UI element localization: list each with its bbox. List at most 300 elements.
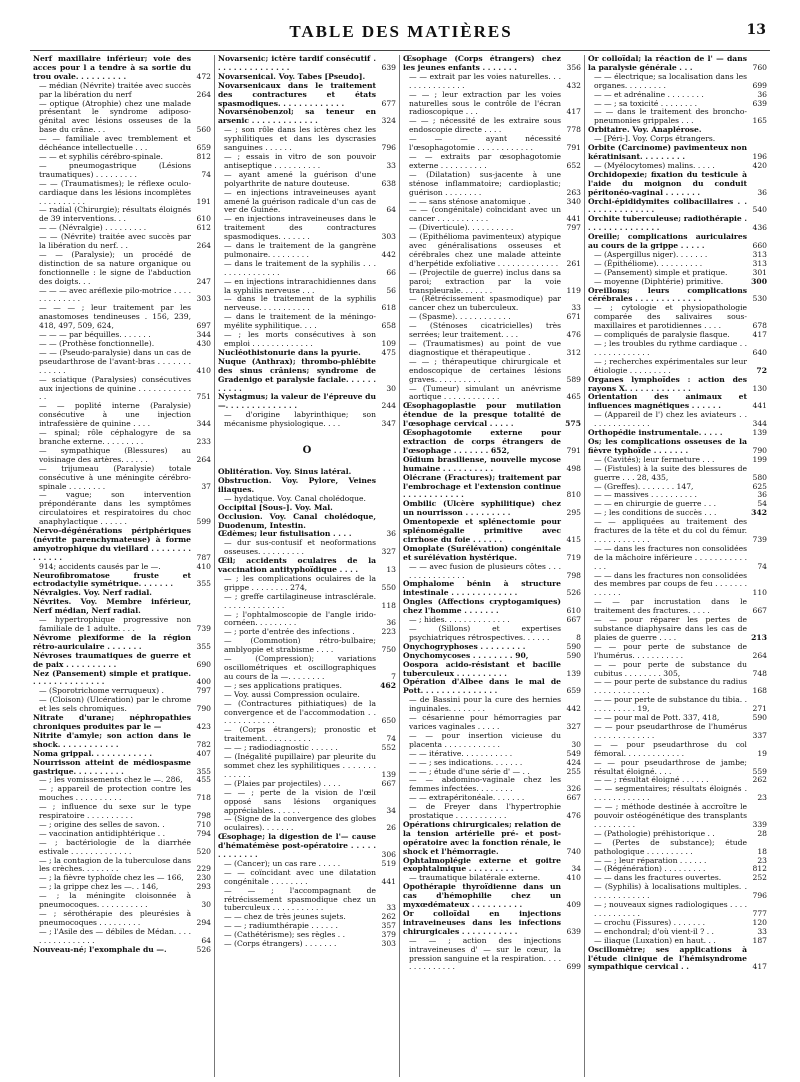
entry-page: 357 <box>381 921 396 931</box>
index-entry <box>218 700 396 727</box>
entry-page: 293 <box>196 882 211 892</box>
entry-text: Oscillomètre; ses applications à l'étude clinique de l'hémisyndrome sympathique cervical . . <box>588 944 747 972</box>
entry-page: 760 <box>752 62 767 72</box>
entry-text: — (Signe de la convergence des globes oculaires). . . . . . . <box>224 814 376 833</box>
index-entry <box>33 803 211 821</box>
entry-text: Nuque (Anthrax); thrombo-phlébite des sinus crâniens; syndrome de Gradenigo et paralysie faciale. . . . . . . . . . . <box>218 356 376 393</box>
index-entry <box>403 580 581 598</box>
entry-page: 295 <box>566 508 581 518</box>
entry-text: — de Freyer dans l'hypertrophie prostatique . . . . . . . . . . . <box>409 802 561 821</box>
entry-text: — — — par béquilles. . . . . . . <box>39 330 151 340</box>
entry-page: 599 <box>196 517 211 527</box>
entry-text: Occipital [Sous-]. Voy. Mal. <box>218 502 333 512</box>
index-entry <box>403 910 581 937</box>
entry-text: — — dans les fractures non consolidées des membres par coups de feu . . . . . . . . . . . . . <box>594 570 747 598</box>
entry-text: — ; influence du sexe sur le type respiratoire . . . . . . . . . . <box>39 802 191 821</box>
entry-text: — ; porte d'entrée des infections . <box>224 627 355 637</box>
index-entry <box>33 491 211 527</box>
index-entry <box>218 557 396 575</box>
index-entry <box>588 411 767 429</box>
entry-page: 455 <box>196 775 211 785</box>
entry-text: — dur sus-contusif et neoformations osseuses. . . . . . . . . . <box>224 538 376 557</box>
entry-text: Novarsenicaux dans le traitement des contractures et états spasmodiques. . . . . . . . . . . . . <box>218 80 376 108</box>
index-entry <box>33 251 211 287</box>
entry-page: 739 <box>752 534 767 544</box>
index-entry <box>218 108 396 126</box>
page-number: 13 <box>746 22 766 38</box>
index-entry <box>403 402 581 429</box>
entry-page: 410 <box>566 873 581 883</box>
entry-text: Oreille; complications auriculaires au cours de la grippe . . . . . <box>588 232 747 251</box>
entry-text: — — segmentaires; résultats éloignés . . . . . . . . . . . . . <box>594 784 747 803</box>
entry-page: 550 <box>381 582 396 592</box>
index-entry <box>33 892 211 910</box>
index-entry <box>33 402 211 429</box>
entry-page: 339 <box>752 819 767 829</box>
entry-text: — — pour perte de substance du cubitus . . . . . . . . 305, <box>594 659 747 678</box>
index-entry <box>218 575 396 593</box>
entry-text: Neurofibromatose fruste et ectrodactylie symétrique. . . . . . . <box>33 570 191 589</box>
entry-text: — — ; résultat éloigné . . . . . . <box>594 775 709 785</box>
index-entry <box>33 759 211 777</box>
index-entry <box>33 465 211 492</box>
entry-text: — — dans les fractures non consolidées de la mâchoire inférieure . . . . . . . . . . . . . . <box>594 543 747 571</box>
index-entry <box>33 55 211 82</box>
entry-page: 56 <box>386 285 396 295</box>
entry-page: 710 <box>196 819 211 829</box>
entry-page: 356 <box>566 62 581 72</box>
entry-text: — (Projectile de guerre) inclus dans sa paroi; extraction par la voie transpleurale. . . . . . . <box>409 267 561 295</box>
entry-text: Omoplate (Surélévation) congénitale et surélévation hystérique. <box>403 543 561 562</box>
entry-text: Novarsénobenzol; sa teneur en arsenic . . . . . . . . . . . . . <box>218 107 376 126</box>
entry-page: 791 <box>566 143 581 153</box>
entry-text: — — — avec aréflexie pilo-motrice . . . . . . . . . . . . . <box>39 285 191 304</box>
index-entry <box>588 465 767 483</box>
entry-page: 658 <box>381 321 396 331</box>
index-entry <box>218 278 396 296</box>
entry-text: — dans le traitement de la méningo-myélite syphilitique. . . . <box>224 312 376 331</box>
entry-text: Nerf maxillaire inférieur; voie des acces pour l a tendre à sa sortie du trou ovale. . . . . . . . . . <box>33 54 191 81</box>
entry-page: 410 <box>196 561 211 571</box>
index-entry <box>403 91 581 118</box>
index-entry <box>403 385 581 403</box>
index-entry <box>588 393 767 411</box>
entry-page: 263 <box>566 187 581 197</box>
entry-text: — ; la contagion de la tuberculose dans les crèches. . . . . . . . <box>39 855 192 874</box>
entry-page: 355 <box>196 641 211 651</box>
entry-text: — — familiale avec tremblement et déchéance intellectuelle . . . <box>39 134 191 153</box>
index-entry <box>33 287 211 305</box>
entry-text: — ; les complications oculaires de la grippe . . . . . . . . 274, <box>224 573 376 592</box>
entry-text: — de Bassini pour la cure des hernies inguinales. . . . . . . . <box>409 695 561 714</box>
entry-text: — hydatique. Voy. Canal cholédoque. <box>224 493 366 503</box>
entry-page: 650 <box>381 716 396 726</box>
entry-text: — — pour perte de substance de l'humérus. . . . . . . . . . . <box>594 641 747 660</box>
index-entry <box>588 304 767 331</box>
entry-text: Nucléothistonurie dans la pyurie. <box>218 347 361 357</box>
index-entry <box>588 198 767 216</box>
entry-page: 671 <box>566 312 581 322</box>
entry-text: — — et adrénaline . . . . . . . . <box>594 89 704 99</box>
entry-text: — — extrapéritonéale. . . . . . . <box>409 793 525 803</box>
entry-page: 407 <box>196 748 211 758</box>
entry-text: — — dans le traitement des broncho-pneumonies grippales . . . <box>594 107 747 126</box>
index-entry <box>218 753 396 780</box>
entry-text: — — massives . . . . . . . . . . <box>594 490 697 500</box>
entry-text: — hypertrophique progressive non familiale de 1 adulte. . . . <box>39 615 191 633</box>
entry-page: 423 <box>196 721 211 731</box>
entry-text: — spinal; rôle céphalogyre de sa branche externe. . . . . . . . . <box>39 428 191 446</box>
entry-text: Organes lymphoïdes : action des rayons X. . . . . . . . . . . . . <box>588 374 747 393</box>
entry-text: Orientation des animaux et influences magnétiques . . . . . . <box>588 392 747 411</box>
entry-page: 303 <box>381 232 396 242</box>
entry-text: Oïdium brasiliense, nouvelle mycose humaine . . . . . . . . . . <box>403 454 561 473</box>
index-entry <box>33 527 211 563</box>
entry-page: 324 <box>381 116 396 126</box>
entry-text: — — (Névralgie) . . . . . . . . . <box>39 223 147 233</box>
entry-text: — ; recherches expérimentales sur leur étiologie . . . . . . . . . <box>594 356 747 375</box>
entry-page: 30 <box>386 383 396 393</box>
entry-page: 441 <box>566 214 581 224</box>
entry-text: 914; accidents causés par le —. <box>39 561 161 571</box>
entry-text: — (Corps étrangers) . . . . . . . <box>224 939 337 949</box>
entry-page: 812 <box>196 151 211 161</box>
entry-text: Oospora acido-résistant et bacille tuberculeux . . . . . . . . . . <box>403 659 561 678</box>
entry-text: — (Inégalité pupillaire) par pleurite du sommet chez les syphilitiques . . . . . . . . . . . . . <box>224 752 376 779</box>
entry-text: — (Corps étrangers); pronostic et traitement. . . . . . . . . . <box>224 725 376 744</box>
index-entry <box>33 572 211 590</box>
entry-page: 300 <box>751 276 767 286</box>
entry-text: — — ; étude d'une série d' — . . <box>409 766 530 776</box>
index-entry <box>33 652 211 670</box>
entry-text: — ; la méningite cloisonnée à pneumocoques. . . . . . . . . . . <box>39 891 191 910</box>
index-entry <box>33 304 211 331</box>
entry-page: 28 <box>757 828 767 838</box>
entry-page: 441 <box>752 401 767 411</box>
entry-text: — (Contractures pithiatiques) de la convergence et de l'accommodation . . . . . . . . . . . . . <box>224 698 376 726</box>
entry-text: — dans le traitement de la syphilis . . . . . . . . . . . . . . . <box>224 258 376 277</box>
entry-page: 639 <box>381 62 396 72</box>
entry-page: 36 <box>757 187 767 197</box>
entry-text: — pneumogastrique (Lésions traumatiques) . . . . . . . . . <box>39 160 191 179</box>
entry-page: 109 <box>381 339 396 348</box>
index-entry <box>218 513 396 531</box>
entry-page: 526 <box>196 944 211 954</box>
entry-text: — (Spasme). . . . . . . . . . . . <box>409 312 511 322</box>
entry-page: 264 <box>752 650 767 660</box>
entry-text: Os; les complications osseuses de la fièvre typhoïde . . . . . . . <box>588 436 747 455</box>
entry-text: — — (Prothèse fonctionnelle). <box>39 339 155 348</box>
entry-text: — — (Paralysie); un procédé de distinction de sa nature organique ou fonctionnelle : le signe de l'abduction des doigts. . . <box>39 249 191 286</box>
entry-page: 306 <box>381 850 396 860</box>
entry-page: 37 <box>201 481 211 491</box>
entry-text: — vaccination antidiphtérique . . <box>39 828 165 838</box>
entry-page: 36 <box>757 89 767 99</box>
entry-text: — enchondral; d'où vient-il ? . . <box>594 926 714 936</box>
entry-page: 442 <box>566 704 581 714</box>
entry-text: Or colloïdal en injections intraveineuses dans les infections chirurgicales . . . . . . . . . . . <box>403 909 561 936</box>
entry-text: Orchi-épididymites colibacillaires . . . . . . . . . . . . . . . <box>588 196 747 215</box>
entry-text: — — ; radiumthérapie . . . . . . <box>224 921 338 931</box>
entry-page: 223 <box>381 627 396 637</box>
index-column-4 <box>585 55 770 1077</box>
entry-page: 30 <box>571 739 581 749</box>
entry-page: 54 <box>757 499 767 509</box>
entry-page: 247 <box>196 276 211 286</box>
index-entry <box>588 572 767 599</box>
entry-page: 23 <box>757 855 767 865</box>
entry-page: 294 <box>196 917 211 927</box>
entry-page: 667 <box>381 778 396 788</box>
entry-text: Or colloïdal; la réaction de l' — dans la paralysie générale . . . <box>588 54 747 72</box>
index-entry <box>218 126 396 153</box>
entry-page: 441 <box>381 876 396 886</box>
entry-text: — ; nouveaux signes radiologiques . . . . . . . . . . . . . . <box>594 900 747 918</box>
entry-text: Névralgies. Voy. Nerf radial. <box>33 588 152 598</box>
index-entry <box>33 598 211 616</box>
entry-page: 652 <box>566 160 581 170</box>
entry-page: 796 <box>752 891 767 901</box>
entry-page: 580 <box>752 472 767 482</box>
entry-page: 699 <box>566 962 581 972</box>
entry-text: Orchidopexie; fixation du testicule à l'aide du moignon du conduit péritonéo-vaginal . . . . . . . <box>588 169 747 197</box>
entry-page: 618 <box>381 303 396 313</box>
index-entry <box>403 883 581 910</box>
index-entry <box>588 358 767 376</box>
index-entry <box>588 901 767 919</box>
entry-page: 379 <box>381 930 396 940</box>
entry-page: 344 <box>196 330 211 340</box>
entry-page: 199 <box>752 454 767 464</box>
entry-text: — d'origine labyrinthique; son mécanisme physiologique. . . . <box>224 410 376 429</box>
index-entry <box>403 518 581 545</box>
entry-text: Novarsenical. Voy. Tabes [Pseudo]. <box>218 71 366 81</box>
entry-text: — (Épithéliome). . . . . . . . . . <box>594 258 703 268</box>
index-entry <box>218 331 396 349</box>
index-entry <box>403 857 581 875</box>
index-entry <box>403 153 581 171</box>
index-entry <box>33 349 211 376</box>
entry-text: — césarienne pour hémorragies par varices vaginales . . . . . <box>409 713 561 731</box>
entry-text: — en injections intrarachidiennes dans la syphilis nerveuse . . . <box>224 276 376 295</box>
entry-page: 417 <box>752 962 767 972</box>
entry-page: 23 <box>757 793 767 803</box>
entry-page: 751 <box>196 392 211 402</box>
entry-page: 740 <box>566 846 581 856</box>
entry-text: — — pour mal de Pott. 337, 418, <box>594 713 720 723</box>
entry-text: — optique (Atrophie) chez une malade présentant le syndrome adiposo-génital avec lésions osseuses de la base du crâne. . . <box>39 98 191 135</box>
index-entry <box>588 171 767 198</box>
entry-text: — — chez de très jeunes sujets. <box>224 912 346 922</box>
entry-text: — — itérative. . . . . . . . . . . <box>409 748 513 758</box>
entry-page: 659 <box>196 143 211 153</box>
entry-text: — ; hides. . . . . . . . . . . . . . <box>409 615 510 625</box>
entry-text: — — et syphilis cérébro-spinale. <box>39 151 163 161</box>
index-entry <box>588 144 767 162</box>
entry-text: — (Sténoses cicatricielles) très serrées; leur traitement. . . . <box>409 321 561 340</box>
entry-page: 791 <box>566 445 581 455</box>
entry-text: Nouveau-né; l'exomphale du —. <box>33 944 167 954</box>
entry-text: Onychomycoses . . . . . . . . 90, <box>403 650 529 660</box>
entry-page: 30 <box>201 900 211 910</box>
entry-text: — ; les conditions de succès . . . <box>594 508 717 518</box>
entry-page: 36 <box>386 618 396 628</box>
index-entry <box>33 233 211 251</box>
entry-page: 33 <box>386 160 396 170</box>
entry-page: 798 <box>566 570 581 580</box>
index-entry <box>218 215 396 242</box>
entry-text: — (Pathologie) préhistorique . . <box>594 828 715 838</box>
index-entry <box>588 287 767 305</box>
index-entry <box>218 82 396 109</box>
entry-page: 659 <box>566 686 581 696</box>
entry-text: — — (congénitale) coïncidant avec un cancer . . . . . . . . . . . <box>409 205 561 224</box>
entry-page: 475 <box>381 347 396 357</box>
entry-page: 589 <box>566 374 581 384</box>
index-entry <box>33 696 211 714</box>
index-entry <box>33 376 211 403</box>
index-entry <box>218 655 396 682</box>
entry-page: 301 <box>752 267 767 277</box>
entry-page: 639 <box>566 926 581 936</box>
entry-text: — — extraits par œsophagotomie externe . . . . . . . . . . <box>409 151 561 170</box>
index-entry <box>218 189 396 216</box>
index-entry <box>403 732 581 750</box>
entry-text: Occlusion. Voy. Canal cholédoque, Duodenum, Intestin. <box>218 511 376 530</box>
entry-page: 74 <box>757 561 767 571</box>
entry-page: 229 <box>196 864 211 874</box>
entry-page: 264 <box>196 89 211 99</box>
entry-text: — Voy. aussi Compression oculaire. <box>224 689 360 699</box>
index-entry <box>588 545 767 572</box>
entry-text: Nitrite d'amyle; son action dans le shock. . . . . . . . . . . . <box>33 730 191 749</box>
index-entry <box>33 82 211 100</box>
entry-page: 442 <box>381 249 396 259</box>
index-entry <box>588 108 767 126</box>
index-entry <box>403 456 581 474</box>
index-entry <box>588 376 767 394</box>
entry-text: — (Appareil de l') chez les aviateurs . . . . . . . . . . . . . . <box>594 410 747 429</box>
entry-text: Ophtalmoplégie externe et goitre exophtalmique . . . . . . . . . <box>403 855 561 874</box>
entry-text: — ; appareil de protection contre les mouches . . . . . . . . . . <box>39 784 191 803</box>
index-entry <box>588 759 767 777</box>
entry-text: — ; essais in vitro de son pouvoir antiseptique . . . . . . . . . . <box>224 151 376 170</box>
entry-page: 74 <box>386 734 396 744</box>
entry-text: Nystagmus; la valeur de l'épreuve du —. . . . . . . . . . . . . . <box>218 392 376 411</box>
entry-text: — — — ayant nécessité l'œsophagotomie . . . . . . . . . . . . <box>409 134 561 153</box>
entry-text: — — pour insertion vicieuse du placenta . . . . . . . . . . . . <box>409 730 561 749</box>
entry-page: 110 <box>752 588 767 598</box>
index-entry <box>33 857 211 875</box>
index-entry <box>588 946 767 973</box>
entry-page: 667 <box>566 615 581 625</box>
entry-text: — (Fistules) à la suite des blessures de guerre . . . 28, 435, <box>594 463 747 482</box>
index-entry <box>403 678 581 696</box>
entry-page: 36 <box>757 490 767 500</box>
entry-page: 262 <box>752 775 767 785</box>
index-entry <box>218 789 396 816</box>
entry-text: — sciatique (Paralysies) consécutives aux injections de quinine . . . . . . . . . . . . . <box>39 374 191 402</box>
entry-page: 13 <box>386 565 396 575</box>
entry-page: 797 <box>566 223 581 233</box>
index-entry <box>218 815 396 833</box>
index-entry <box>403 73 581 91</box>
entry-text: — — ; nécessité de les extraire sous endoscopie directe . . . . <box>409 116 561 135</box>
entry-page: 33 <box>571 303 581 313</box>
entry-page: 34 <box>571 864 581 874</box>
index-entry <box>33 670 211 688</box>
entry-page: 575 <box>565 419 581 429</box>
entry-page: 262 <box>381 912 396 922</box>
entry-text: — moyenne (Diphtérie) primitive. <box>594 276 724 286</box>
entry-page: 612 <box>196 223 211 233</box>
index-column-2 <box>215 55 400 1077</box>
index-entry <box>588 785 767 803</box>
index-entry <box>588 643 767 661</box>
entry-text: Orbite (Carcinome) pavimenteux non kératinisant. . . . . . . . . <box>588 143 747 161</box>
entry-page: 660 <box>752 241 767 251</box>
entry-text: Nitrate d'urane; néphropathies chroniques produites par le — <box>33 713 191 731</box>
entry-page: 34 <box>386 805 396 815</box>
index-entry <box>33 135 211 153</box>
index-entry <box>218 611 396 629</box>
index-entry <box>403 117 581 135</box>
entry-text: — — pour perte de substance du radius . . . . . . . . . . . . <box>594 677 747 696</box>
entry-page: 347 <box>381 419 396 429</box>
section-letter: O <box>302 445 312 457</box>
index-entry <box>403 803 581 821</box>
entry-page: 18 <box>757 846 767 856</box>
entry-text: — ; sérothérapie des pleurésies à pneumocoques . . . . . . . . . <box>39 909 191 927</box>
entry-page: 718 <box>196 793 211 803</box>
entry-text: — — coïncidant avec une dilatation congénitale . . . . . . . . <box>224 867 376 886</box>
entry-page: 326 <box>566 784 581 794</box>
entry-page: 72 <box>756 365 767 375</box>
entry-page: 787 <box>196 552 211 562</box>
index-entry <box>33 928 211 946</box>
entry-text: — — (Traumatismes); le réflexe oculo-cardiaque dans les lésions incomplètes . . . . . . . . . . <box>39 178 191 206</box>
entry-text: — — ; leur réparation . . . . . . <box>594 855 707 865</box>
entry-text: Ombilic (Ulcère syphilitique) chez un nourrisson . . . . . . . . . <box>403 499 561 518</box>
entry-page: 120 <box>752 917 767 927</box>
entry-page: 313 <box>752 249 767 259</box>
entry-text: Œsophage (Corps étrangers) chez les jeunes enfants . . . . . . . <box>403 54 561 72</box>
entry-page: 719 <box>566 552 581 562</box>
entry-text: — — appliquées au traitement des fractures de la tête et du col du fémur. . . . . . . . . . . . . <box>594 517 747 544</box>
entry-page: 667 <box>752 606 767 616</box>
entry-text: — ; les morts consécutives à son emploi . . . . . . . . . . . . . <box>224 330 376 348</box>
entry-text: — médian (Névrite) traitée avec succès par la libération du nerf <box>39 80 191 99</box>
index-entry <box>588 696 767 714</box>
entry-page: 796 <box>381 143 396 153</box>
entry-page: 610 <box>566 606 581 616</box>
entry-page: 7 <box>391 671 396 681</box>
index-entry <box>218 726 396 744</box>
index-entry <box>218 153 396 171</box>
entry-text: — — pour pseudarthrose de jambe; résultat éloigné. . . . <box>594 757 747 776</box>
entry-page: 8 <box>576 632 581 642</box>
entry-text: — — ; action des injections intraveineuses d' — sur le cœur, la pression sanguine et la respiration. . . . . . . . . . . . . . <box>409 935 561 972</box>
entry-text: — — — ; leur traitement par les anastomoses tendineuses . 156, 239, 418, 497, 509, 624, <box>39 303 191 331</box>
entry-page: 430 <box>196 339 211 348</box>
entry-page: 559 <box>752 766 767 776</box>
entry-text: Névroses traumatiques de guerre et de paix . . . . . . . . . . <box>33 650 191 669</box>
entry-text: — — par incrustation dans le traitement des fractures. . . . . <box>594 597 747 616</box>
entry-text: — ; l'Asile des — débiles de Médan. . . . . . . . . . . . . . . . <box>39 926 191 945</box>
entry-page: 313 <box>752 258 767 268</box>
index-entry <box>588 598 767 616</box>
index-entry <box>218 593 396 611</box>
